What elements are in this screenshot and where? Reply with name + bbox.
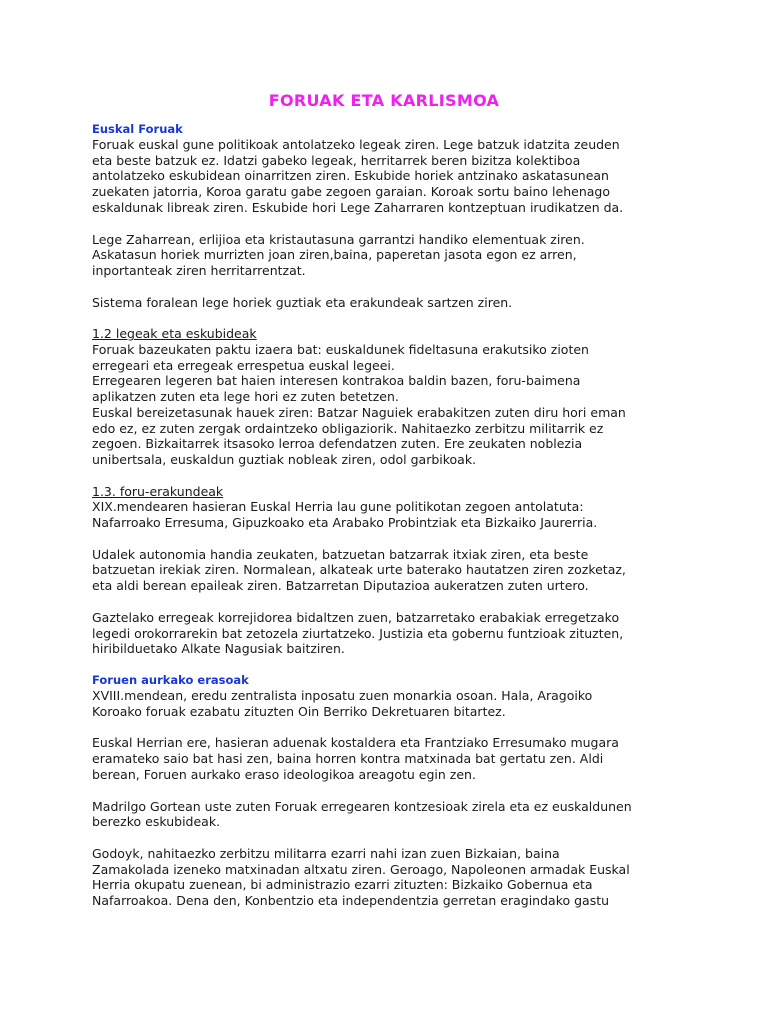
paragraph [92,295,682,311]
section-heading-legeak-eskubideak: 1.2 legeak eta eskubideak [92,326,257,342]
section-heading-euskal-foruak: Euskal Foruak [92,122,183,136]
text-line: berean, Foruen aurkako eraso ideologikoa areagotu egin zen. [92,766,476,782]
text-line: hiribilduetako Alkate Nagusiak baitziren. [92,641,345,657]
text-line: Foruak bazeukaten paktu izaera bat: euskaldunek fideltasuna erakutsiko zioten [92,342,589,358]
paragraph [92,342,682,468]
section-heading-foruen-aurkako-erasoak: Foruen aurkako erasoak [92,672,249,687]
text-line: Sistema foralean lege horiek guztiak eta erakundeak sartzen ziren. [92,294,513,310]
paragraph [92,735,682,782]
text-line: Koroako foruak ezabatu zituzten Oin Berriko Dekretuaren bitartez. [92,703,506,719]
text-line: eta beste batzuk ez. Idatzi gabeko legeak, herritarrek beren bizitza kolektiboa [92,152,581,168]
text-line: eramateko saio bat hasi zen, baina horren kontra matxinada bat gertatu zen. Aldi [92,751,604,767]
text-line: XVIII.mendean, eredu zentralista inposatu zuen monarkia osoan. Hala, Aragoiko [92,687,593,703]
text-line: Euskal bereizetasunak hauek ziren: Batzar Naguiek erabakitzen zuten diru hori eman [92,404,626,420]
paragraph [92,799,682,830]
text-line: Askatasun horiek murrizten joan ziren,baina, paperetan jasota egon ez arren, [92,247,577,263]
paragraph [92,232,682,279]
text-line: Udalek autonomia handia zeukaten, batzuetan batzarrak itxiak ziren, eta beste [92,546,589,562]
text-line: edo ez, ez zuten zergak ordaintzeko obligaziorik. Nahitaezko zerbitzu militarrik ez [92,420,604,436]
text-line: batzuetan irekiak ziren. Normalean, alkateak urte baterako hautatzen ziren zozketaz, [92,562,626,578]
text-line: eta aldi berean epaileak ziren. Batzarretan Diputazioa aukeratzen zuten urtero. [92,578,589,594]
text-line: erregeari eta erregeak errespetua euskal legeei. [92,357,395,373]
text-line: XIX.mendearen hasieran Euskal Herria lau gune politikotan zegoen antolatuta: [92,499,584,515]
paragraph [92,846,682,909]
text-line: zegoen. Bizkaitarrek itsasoko lerroa defendatzen zuten. Ere zeukaten noblezia [92,436,583,452]
text-line: Foruak euskal gune politikoak antolatzeko legeak ziren. Lege batzuk idatzita zeuden [92,137,620,152]
text-line: zuekaten jatorria, Koroa garatu gabe zegoen garaian. Koroak sortu baino lehenago [92,184,610,200]
text-line: Zamakolada izeneko matxinadan altxatu ziren. Geroago, Napoleonen armadak Euskal [92,861,630,877]
text-line: legedi orokorrarekin bat zetozela ziurtatzeko. Justizia eta gobernu funtzioak zituzten, [92,625,624,641]
paragraph [92,137,682,216]
text-line: Madrilgo Gortean uste zuten Foruak erregearen kontzesioak zirela eta ez euskaldunen [92,798,632,814]
text-line: Nafarroakoa. Dena den, Konbentzio eta independentzia gerretan eragindako gastu [92,893,610,909]
text-line: Nafarroako Erresuma, Gipuzkoako eta Arabako Probintziak eta Bizkaiko Jaurerria. [92,515,598,531]
text-line: Euskal Herrian ere, hasieran aduenak kostaldera eta Frantziako Erresumako mugara [92,735,619,751]
text-line: antolatzeko eskubidean oinarritzen ziren. Eskubide horiek antzinako askatasunean [92,168,609,184]
text-line: Godoyk, nahitaezko zerbitzu militarra ezarri nahi izan zuen Bizkaian, baina [92,845,560,861]
document-body [92,122,682,909]
document-title: FORUAK ETA KARLISMOA [268,91,500,110]
text-line: Gaztelako erregeak korrejidorea bidaltzen zuen, batzarretako erabakiak erregetzako [92,609,620,625]
text-line: Lege Zaharrean, erlijioa eta kristautasuna garrantzi handiko elementuak ziren. [92,231,585,247]
paragraph [92,499,682,530]
text-line: aplikatzen zuten eta lege hori ez zuten betetzen. [92,389,399,405]
text-line: inportanteak ziren herritarrentzat. [92,262,306,278]
paragraph [92,547,682,594]
paragraph [92,610,682,657]
text-line: Erregearen legeren bat haien interesen kontrakoa baldin bazen, foru-baimena [92,373,581,389]
text-line: eskaldunak libreak ziren. Eskubide hori Lege Zaharraren kontzeptuan irudikatzen da. [92,199,624,215]
text-line: Herria okupatu zuenean, bi administrazio ezarri zituzten: Bizkaiko Gobernua eta [92,877,593,893]
paragraph [92,688,682,719]
text-line: unibertsala, euskaldun guztiak nobleak ziren, odol garbikoak. [92,451,477,467]
section-heading-foru-erakundeak: 1.3. foru-erakundeak [92,483,224,499]
text-line: berezko eskubideak. [92,814,221,830]
